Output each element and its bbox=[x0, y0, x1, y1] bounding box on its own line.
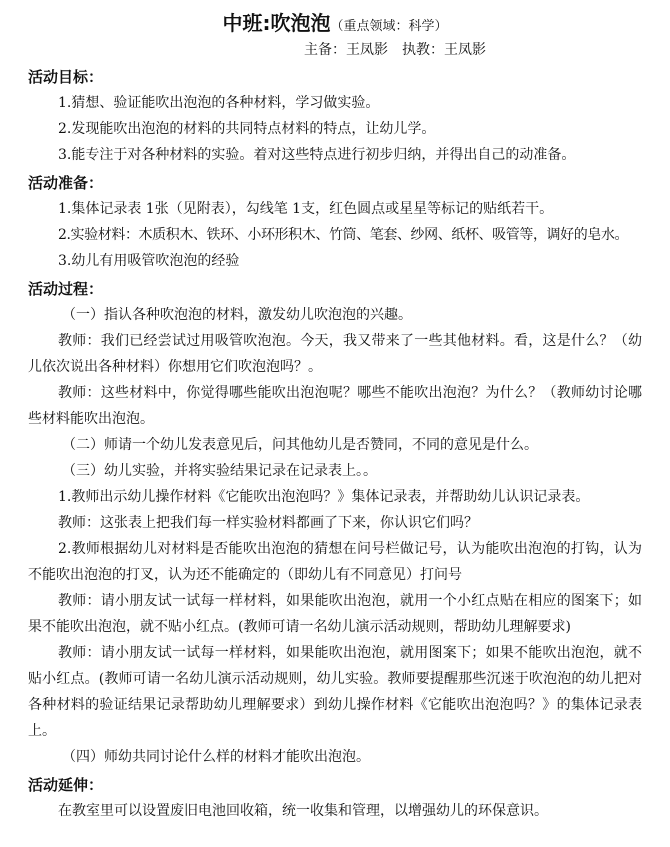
page-title: 中班:吹泡泡 bbox=[222, 11, 331, 35]
process-item: （四）师幼共同讨论什么样的材料才能吹出泡泡。 bbox=[62, 749, 370, 765]
process-item: （三）幼儿实验，并将实验结果记录在记录表上。。 bbox=[62, 463, 377, 479]
prep-item: 1.集体记录表 1张（见附表），勾线笔 1支，红色圆点或星星等标记的贴纸若干。 bbox=[58, 201, 554, 217]
goal-item: 1.猜想、验证能吹出泡泡的各种材料，学习做实验。 bbox=[58, 95, 380, 111]
goal-item: 3.能专注于对各种材料的实验。着对这些特点进行初步归纳，并得出自己的动准备。 bbox=[58, 147, 576, 163]
section-heading-goals: 活动目标： bbox=[28, 68, 104, 86]
process-item: 2.教师根据幼儿对材料是否能吹出泡泡的猜想在问号栏做记号，认为能吹出泡泡的打钩，认为不能吹出泡泡的打叉，认为还不能确定的（即幼儿有不同意见）打问号 bbox=[28, 541, 642, 583]
process-item: 教师：这些材料中，你觉得哪些能吹出泡泡呢？哪些不能吹出泡泡？为什么？（教师幼讨论哪些材料能吹出泡泡。 bbox=[28, 385, 642, 427]
section-heading-prep: 活动准备： bbox=[28, 174, 104, 192]
authors-line: 主备：王凤影 执教：王凤影 bbox=[304, 42, 486, 58]
page-subtitle: （重点领域：科学） bbox=[330, 19, 448, 34]
section-heading-process: 活动过程： bbox=[28, 280, 104, 298]
process-item: 教师：这张表上把我们每一样实验材料都画了下来，你认识它们吗？ bbox=[58, 515, 478, 531]
extension-item: 在教室里可以设置废旧电池回收箱，统一收集和管理，以增强幼儿的环保意识。 bbox=[58, 803, 548, 819]
process-item: 1.教师出示幼儿操作材料《它能吹出泡泡吗？》集体记录表，并帮助幼儿认识记录表。 bbox=[58, 489, 590, 505]
process-item: 教师：请小朋友试一试每一样材料，如果能吹出泡泡，就用图案下；如果不能吹出泡泡，就不贴小红点。(教师可请一名幼儿演示活动规则，幼儿实验。教师要提醒那些沉迷于吹泡泡的幼儿把对各种材料的验证结果记录帮助幼儿理解要求）到幼儿操作材料《它能吹出泡泡吗？》的集体记录表上。 bbox=[28, 645, 642, 739]
prep-item: 2.实验材料：木质积木、铁环、小环形积木、竹筒、笔套、纱网、纸杯、吸管等，调好的皂水。 bbox=[58, 227, 629, 243]
title-line bbox=[28, 8, 642, 38]
process-item: 教师：请小朋友试一试每一样材料，如果能吹出泡泡，就用一个小红点贴在相应的图案下；如果不能吹出泡泡，就不贴小红点。(教师可请一名幼儿演示活动规则，帮助幼儿理解要求) bbox=[28, 593, 642, 635]
goal-item: 2.发现能吹出泡泡的材料的共同特点材料的特点，让幼儿学。 bbox=[58, 121, 436, 137]
process-item: （二）师请一个幼儿发表意见后，问其他幼儿是否赞同，不同的意见是什么。 bbox=[62, 437, 538, 453]
process-item: 教师：我们已经尝试过用吸管吹泡泡。今天，我又带来了一些其他材料。看，这是什么？（幼儿依次说出各种材料）你想用它们吹泡泡吗？。 bbox=[28, 333, 642, 375]
section-heading-extension: 活动延伸： bbox=[28, 776, 104, 794]
process-item: （一）指认各种吹泡泡的材料，激发幼儿吹泡泡的兴趣。 bbox=[62, 307, 412, 323]
prep-item: 3.幼儿有用吸管吹泡泡的经验 bbox=[58, 253, 240, 269]
